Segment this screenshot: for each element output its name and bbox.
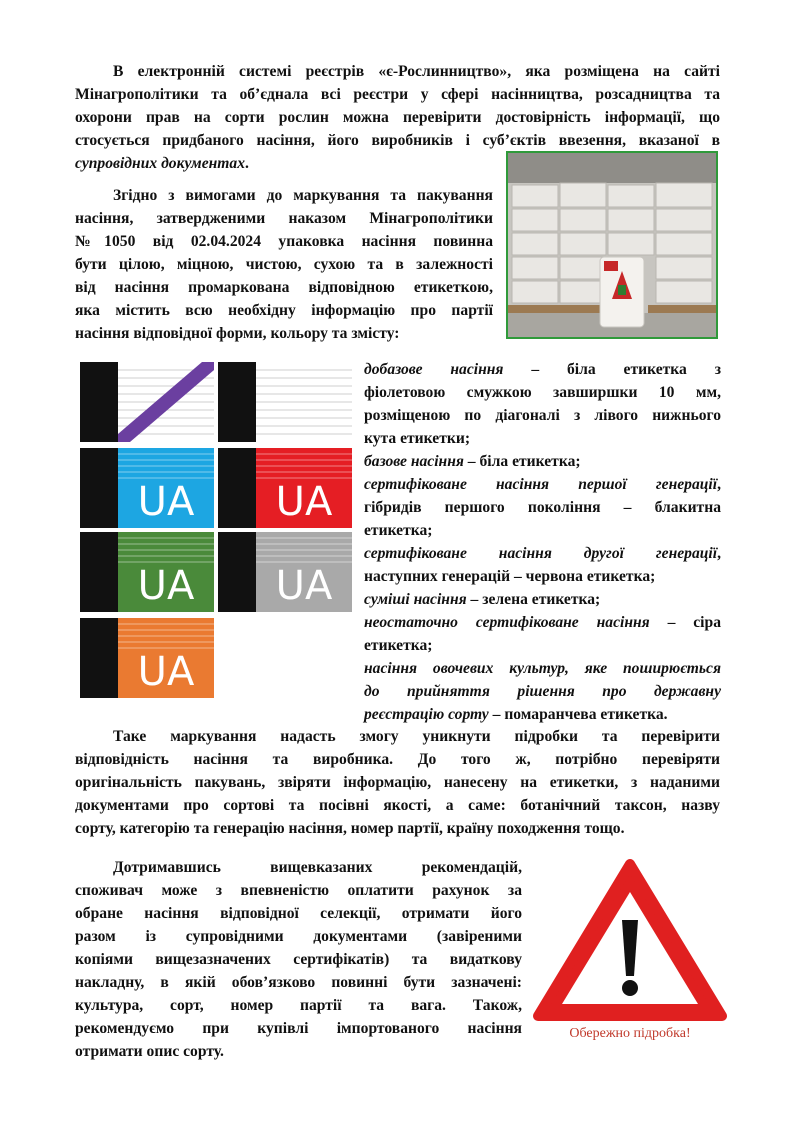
ua-mark: UA (137, 563, 195, 609)
text-line: сертифіковане насіння другої генерації, (364, 545, 721, 562)
text-line: насіння відповідної форми, кольору та змісту: (75, 325, 400, 342)
text-line: накладну, в якій обов’язково повинні бути зазначені: (75, 974, 522, 991)
text-line: бути цілою, міцною, чистою, сухою та в залежності (75, 256, 493, 273)
text-line: Мінагрополітики та об’єднала всі реєстри у сфері насінництва, розсадництва та (75, 86, 720, 103)
italic-phrase: супровідних документах (75, 155, 246, 172)
ua-mark: UA (275, 563, 333, 609)
text-line: етикетка; (364, 522, 433, 539)
text-line: споживач може з впевненістю оплатити рахунок за (75, 882, 522, 899)
text-line: наступних генерацій – червона етикетка; (364, 568, 656, 585)
text-line: реєстрацію сорту – помаранчева етикетка. (364, 706, 668, 723)
text-line: насіння овочевих культур, яке поширюється (364, 660, 721, 677)
warning-triangle-icon (532, 858, 728, 1048)
text-line: фіолетовою смужкою завширшки 10 мм, (364, 384, 721, 401)
label-green (80, 532, 214, 612)
label-red (218, 448, 352, 528)
label-rows (256, 362, 352, 442)
text-line: відповідність насіння та виробника. До того ж, потрібно перевіряти (75, 751, 720, 768)
text-line: документами про сортові та посівні якості, а саме: ботанічний таксон, назву (75, 797, 720, 814)
ua-mark: UA (137, 479, 195, 525)
label-blue (80, 448, 214, 528)
paragraph-requirements (75, 184, 493, 345)
text-line: отримати опис сорту. (75, 1043, 224, 1060)
text-line: охорони прав на сорти рослин можна перевірити достовірність інформації, що (75, 109, 720, 126)
text-line: №1050 від 02.04.2024 упаковка насіння повинна (75, 233, 493, 250)
label-rows (118, 362, 214, 442)
text-line: яка містить всю необхідну інформацію про партії (75, 302, 493, 319)
text-line: гібридів першого покоління – блакитна (364, 499, 721, 516)
text-line: етикетка; (364, 637, 433, 654)
text-line: до прийняття рішення про державну (364, 683, 721, 700)
text-line: оригінальність пакувань, звіряти інформацію, нанесену на етикетки, з наданими (75, 774, 720, 791)
ua-mark: UA (137, 649, 195, 695)
text-line: від насіння промаркована відповідною етикеткою, (75, 279, 493, 296)
ua-mark: UA (275, 479, 333, 525)
text-line: неостаточно сертифіковане насіння – сіра (364, 614, 721, 631)
label-white (218, 362, 352, 442)
text-line: рекомендуємо при купівлі імпортованого насіння (75, 1020, 522, 1037)
seed-bags-photo (506, 151, 718, 339)
text-line: копіями вищезазначених сертифікатів) та видаткову (75, 951, 522, 968)
text-line: суміші насіння – зелена етикетка; (364, 591, 601, 608)
text-line: Таке маркування надасть змогу уникнути підробки та перевірити (113, 728, 720, 745)
label-descriptions (364, 358, 721, 726)
seed-bags-illustration (508, 153, 716, 337)
text-line: розміщеною по діагоналі з лівого нижнього (364, 407, 721, 424)
text-line: базове насіння – біла етикетка; (364, 453, 581, 470)
text-line: стосується придбаного насіння, його виробників і суб’єктів ввезення, вказаної в (75, 132, 720, 149)
text-line: разом із супровідними документами (завіреними (75, 928, 522, 945)
text-line: добазове насіння – біла етикетка з (364, 361, 721, 378)
text-line: Згідно з вимогами до маркування та пакування (113, 187, 493, 204)
text-line: обране насіння відповідної селекції, отримати його (75, 905, 522, 922)
warning-caption: Обережно підробка! (569, 1026, 691, 1041)
paragraph-recommendations (75, 856, 522, 1063)
text-line: культура, сорт, номер партії та вага. Також, (75, 997, 522, 1014)
label-white-violet (80, 362, 214, 442)
text-line: сорту, категорію та генерацію насіння, номер партії, країну походження тощо. (75, 820, 625, 837)
text-line: Дотримавшись вищевказаних рекомендацій, (113, 859, 522, 876)
warning-sign (532, 858, 728, 1048)
text-line: сертифіковане насіння першої генерації, (364, 476, 721, 493)
label-gray (218, 532, 352, 612)
label-orange (80, 618, 214, 698)
text-line: В електронній системі реєстрів «є-Рослинництво», яка розміщена на сайті (113, 63, 720, 80)
text-line: насіння, затвердженими наказом Мінагрополітики (75, 210, 493, 227)
text-line: кута етикетки; (364, 430, 471, 447)
paragraph-marking (75, 725, 720, 840)
text-line: супровідних документах. (75, 155, 249, 172)
